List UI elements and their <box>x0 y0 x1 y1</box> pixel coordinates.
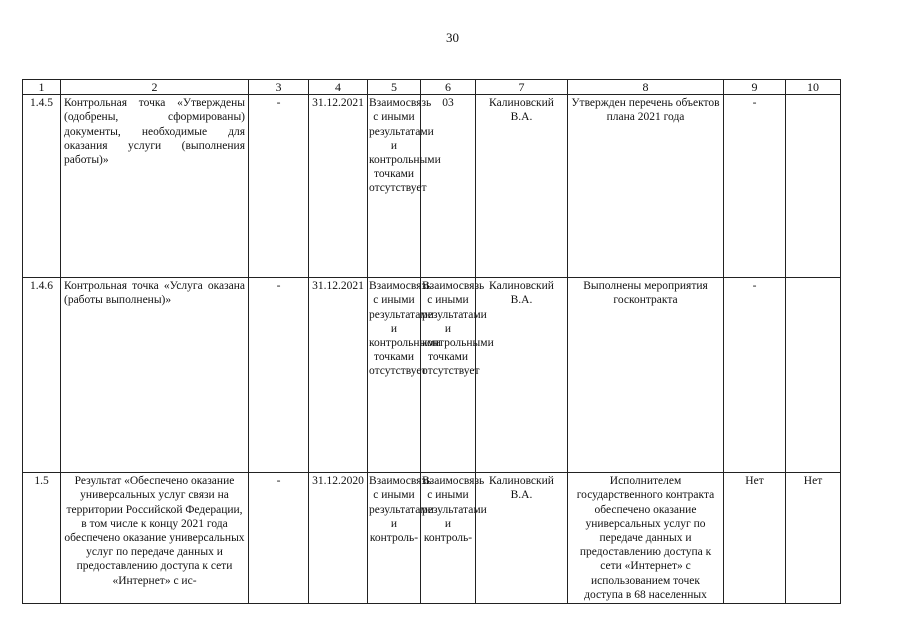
row-cell-6: 03 <box>421 95 476 278</box>
column-header: 5 <box>368 80 421 95</box>
page-number: 30 <box>446 30 459 45</box>
row-cell-9: - <box>724 278 786 473</box>
row-cell-3: - <box>249 278 309 473</box>
column-header: 8 <box>568 80 724 95</box>
row-number: 1.4.5 <box>23 95 61 278</box>
row-result: Исполнителем государственного контракта обеспечено оказание универсальных услуг по передаче данных и предоставлению доступа к сети «Интернет» с использованием точек доступа в 68 населенных <box>568 473 724 604</box>
row-number: 1.4.6 <box>23 278 61 473</box>
row-date: 31.12.2020 <box>309 473 368 604</box>
row-cell-9: - <box>724 95 786 278</box>
table-row <box>23 473 841 604</box>
column-header: 3 <box>249 80 309 95</box>
column-header: 10 <box>786 80 841 95</box>
table-row <box>23 95 841 278</box>
row-responsible: Калиновский В.А. <box>476 278 568 473</box>
row-cell-9: Нет <box>724 473 786 604</box>
row-result: Утвержден перечень объектов плана 2021 года <box>568 95 724 278</box>
row-number: 1.5 <box>23 473 61 604</box>
row-cell-6: Взаимосвязь с иными результатами и контрольными точками отсутствует <box>421 278 476 473</box>
header-row <box>23 80 841 95</box>
column-header: 6 <box>421 80 476 95</box>
row-cell-3: - <box>249 473 309 604</box>
row-description: Контрольная точка «Услуга оказана (работы выполнены)» <box>61 278 249 473</box>
column-header: 4 <box>309 80 368 95</box>
row-description: Контрольная точка «Утверждены (одобрены, сформированы) документы, необходимые для оказания услуги (выполнения работы)» <box>61 95 249 278</box>
row-cell-6: Взаимосвязь с иными результатами и контроль- <box>421 473 476 604</box>
row-cell-10 <box>786 278 841 473</box>
table-row <box>23 278 841 473</box>
row-date: 31.12.2021 <box>309 278 368 473</box>
row-responsible: Калиновский В.А. <box>476 95 568 278</box>
plan-table <box>22 79 841 604</box>
row-relation: Взаимосвязь с иными результатами и контроль- <box>368 473 421 604</box>
row-relation: Взаимосвязь с иными результатами и контрольными точками отсутствует <box>368 95 421 278</box>
row-cell-10 <box>786 95 841 278</box>
row-date: 31.12.2021 <box>309 95 368 278</box>
column-header: 7 <box>476 80 568 95</box>
row-cell-10: Нет <box>786 473 841 604</box>
row-result: Выполнены мероприятия госконтракта <box>568 278 724 473</box>
row-description: Результат «Обеспечено оказание универсальных услуг связи на территории Российской Федерации, в том числе к концу 2021 года обеспечено оказание универсальных услуг по передаче данных и предоставлению доступа к сети «Интернет» с ис- <box>61 473 249 604</box>
column-header: 1 <box>23 80 61 95</box>
row-responsible: Калиновский В.А. <box>476 473 568 604</box>
column-header: 9 <box>724 80 786 95</box>
column-header: 2 <box>61 80 249 95</box>
row-relation: Взаимосвязь с иными результатами и контрольными точками отсутствует <box>368 278 421 473</box>
row-cell-3: - <box>249 95 309 278</box>
